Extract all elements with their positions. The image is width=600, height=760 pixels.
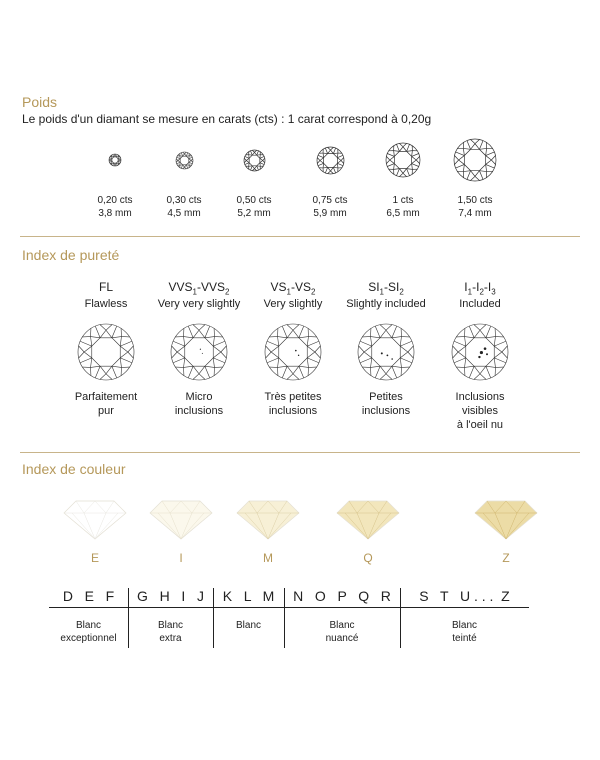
scale-letters: G H I J bbox=[137, 588, 204, 604]
purete-code: $VS_1-VS_2$ bbox=[270, 280, 316, 297]
purete-description: Inclusions visibles à l'oeil nu bbox=[455, 391, 505, 431]
purete-label: Very slightly bbox=[263, 298, 323, 310]
purete-description: Micro inclusions bbox=[174, 391, 224, 417]
purete-description: Parfaitement pur bbox=[74, 391, 138, 417]
purete-diamond-icon bbox=[169, 322, 229, 382]
poids-cts: 0,20 cts bbox=[97, 195, 133, 206]
scale-letters: D E F bbox=[62, 588, 115, 604]
divider bbox=[20, 452, 580, 453]
couleur-grade-label: Q bbox=[363, 551, 373, 565]
scale-line bbox=[49, 607, 529, 608]
purete-description: Très petites inclusions bbox=[264, 391, 322, 417]
poids-cts: 0,30 cts bbox=[166, 195, 202, 206]
scale-letters: K L M bbox=[222, 588, 275, 604]
purete-code: $SI_1-SI_2$ bbox=[368, 280, 404, 297]
purete-label: Very very slightly bbox=[157, 298, 241, 310]
poids-title: Poids bbox=[22, 94, 58, 110]
poids-diamond-icon bbox=[242, 148, 267, 173]
scale-letters: N O P Q R bbox=[293, 588, 391, 604]
poids-diamond-icon bbox=[384, 141, 422, 179]
couleur-grade-label: Z bbox=[502, 551, 510, 565]
scale-letters: S T U . . . Z bbox=[419, 588, 510, 604]
scale-group-label: Blanc extra bbox=[157, 620, 183, 644]
couleur-title: Index de couleur bbox=[22, 461, 126, 477]
poids-diamond-icon bbox=[452, 137, 498, 183]
couleur-diamond-icon bbox=[62, 497, 128, 541]
purete-code: $I_1-I_2-I_3$ bbox=[464, 280, 496, 297]
poids-mm: 3,8 mm bbox=[98, 208, 132, 219]
couleur-diamond-icon bbox=[148, 497, 214, 541]
purete-diamond-icon bbox=[263, 322, 323, 382]
couleur-diamond-icon bbox=[235, 497, 301, 541]
couleur-diamond-icon bbox=[473, 497, 539, 541]
poids-cts: 1,50 cts bbox=[457, 195, 493, 206]
poids-subtitle: Le poids d'un diamant se mesure en carats (cts) : 1 carat correspond à 0,20g bbox=[22, 112, 432, 126]
poids-cts: 1 cts bbox=[392, 195, 414, 206]
poids-diamond-icon bbox=[174, 150, 195, 171]
poids-mm: 7,4 mm bbox=[458, 208, 492, 219]
purete-code: FL bbox=[98, 280, 113, 294]
purete-label: Slightly included bbox=[346, 298, 426, 310]
poids-cts: 0,75 cts bbox=[312, 195, 348, 206]
poids-mm: 6,5 mm bbox=[386, 208, 420, 219]
purete-label: Flawless bbox=[84, 298, 128, 310]
scale-group-label: Blanc teinté bbox=[451, 620, 477, 644]
poids-diamond-icon bbox=[315, 145, 346, 176]
couleur-diamond-icon bbox=[335, 497, 401, 541]
purete-diamond-icon bbox=[76, 322, 136, 382]
poids-label bbox=[425, 194, 525, 220]
scale-group-label: Blanc exceptionnel bbox=[60, 620, 117, 644]
scale-group-label: Blanc bbox=[235, 620, 261, 631]
scale-group-label: Blanc nuancé bbox=[325, 620, 359, 644]
couleur-grade-label: E bbox=[90, 551, 99, 565]
poids-mm: 5,2 mm bbox=[237, 208, 271, 219]
purete-diamond-icon bbox=[450, 322, 510, 382]
purete-diamond-icon bbox=[356, 322, 416, 382]
couleur-grade-label: I bbox=[179, 551, 183, 565]
purete-description: Petites inclusions bbox=[361, 391, 411, 417]
purete-code: $VVS_1-VVS_2$ bbox=[168, 280, 230, 297]
divider bbox=[20, 236, 580, 237]
purete-title: Index de pureté bbox=[22, 247, 120, 263]
couleur-grade-label: M bbox=[263, 551, 273, 565]
poids-mm: 5,9 mm bbox=[313, 208, 347, 219]
poids-diamond-icon bbox=[107, 152, 123, 168]
poids-mm: 4,5 mm bbox=[167, 208, 201, 219]
purete-label: Included bbox=[459, 298, 501, 310]
poids-cts: 0,50 cts bbox=[236, 195, 272, 206]
